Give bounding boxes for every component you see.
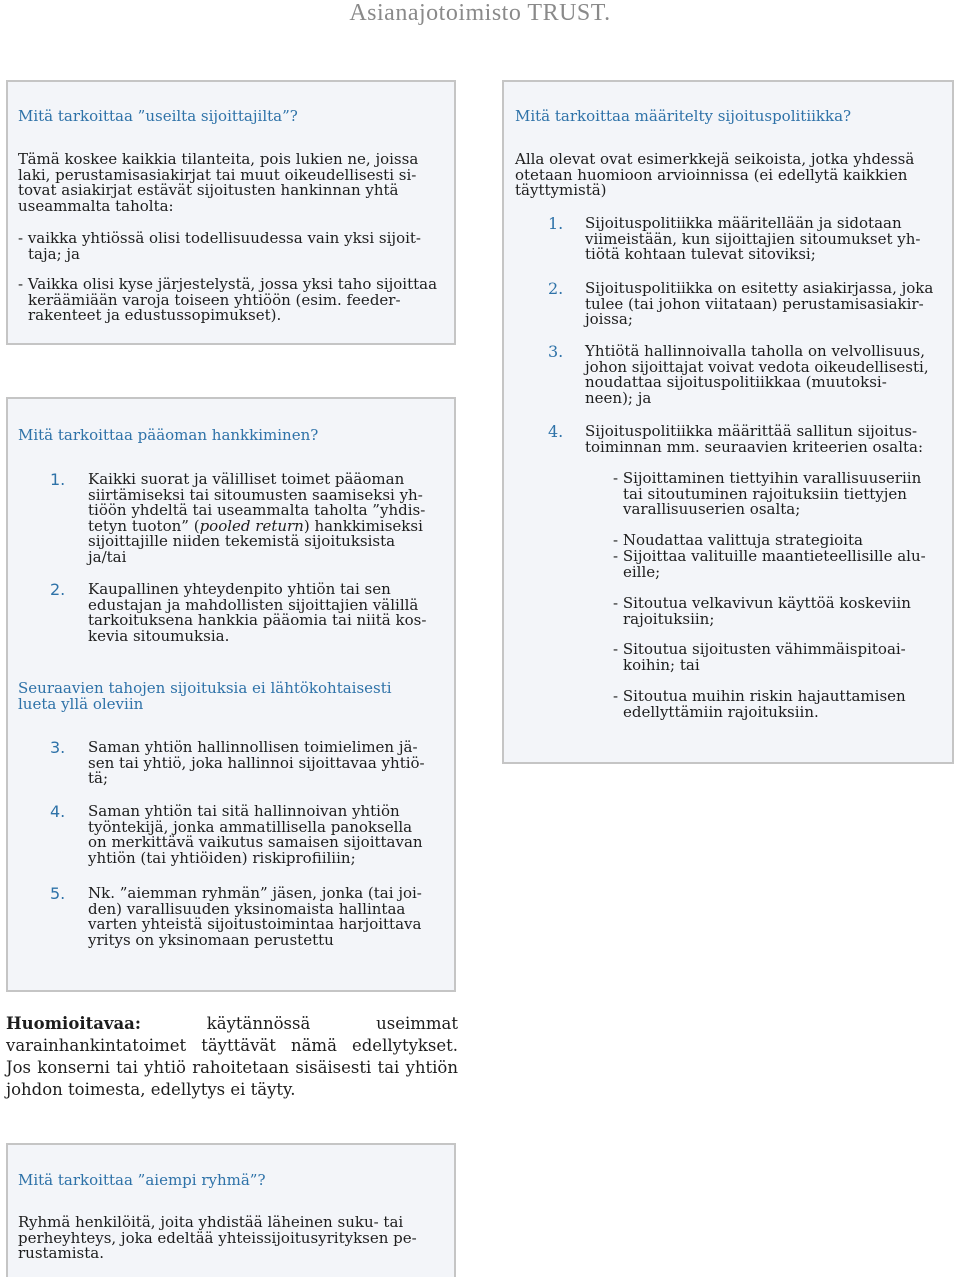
- box4-item-2: Sijoituspolitiikka on esitetty asiakirjassa, joka tulee (tai johon viitataan) perustamisasiakir- joissa;: [585, 279, 934, 328]
- box2-item-2: Kaupallinen yhteydenpito yhtiön tai sen edustajan ja mahdollisten sijoittajien välillä tarkoituksena hankkia pääomia tai niitä kos- kevia sitoumuksia.: [88, 580, 427, 645]
- box4-item-number: 2.: [548, 279, 564, 298]
- box4-item-3: Yhtiötä hallinnoivalla taholla on velvollisuus, johon sijoittajat voivat vedota oikeudellisesti, noudattaa sijoituspolitiikkaa (muutoksi- neen); ja: [585, 342, 929, 407]
- note-label: Huomioitavaa:: [6, 1014, 141, 1033]
- box1-heading: Mitä tarkoittaa ”useilta sijoittajilta”?: [18, 107, 298, 125]
- box2-item-5: Nk. ”aiemman ryhmän” jäsen, jonka (tai joi- den) varallisuuden yksinomaista hallintaa varten yhteistä sijoitustoimintaa harjoittava yritys on yksinomaan perustettu: [88, 884, 422, 949]
- box3-heading: Mitä tarkoittaa ”aiempi ryhmä”?: [18, 1171, 266, 1189]
- box2-subheading: Seuraavien tahojen sijoituksia ei lähtökohtaisesti lueta yllä oleviin: [18, 679, 392, 713]
- box2-item-number: 1.: [50, 470, 66, 489]
- box2-item-number: 4.: [50, 802, 66, 821]
- box1-paragraph: Tämä koskee kaikkia tilanteita, pois lukien ne, joissa laki, perustamisasiakirjat tai muut oikeudellisesti si- tovat asiakirjat estävät sijoitusten hankinnan yhtä useammalta taholta:: [18, 150, 419, 215]
- box2-item-number: 3.: [50, 738, 66, 757]
- box1-item-2: - Vaikka olisi kyse järjestelystä, jossa yksi taho sijoittaa keräämiään varoja toiseen yhtiöön (esim. feeder- rakenteet ja edustussopimukset).: [18, 275, 438, 324]
- box4-item-4: Sijoituspolitiikka määrittää sallitun sijoitus- toiminnan mm. seuraavien kriteerien osalta:: [585, 422, 924, 456]
- box4-heading: Mitä tarkoittaa määritelty sijoituspolitiikka?: [515, 107, 852, 125]
- criterion-3: - Sijoittaa valituille maantieteellisille alu- eille;: [613, 547, 926, 581]
- box4-intro: Alla olevat ovat esimerkkejä seikoista, jotka yhdessä otetaan huomioon arvioinnissa (ei edellytä kaikkien täyttymistä): [515, 150, 915, 199]
- box4-item-1: Sijoituspolitiikka määritellään ja sidotaan viimeistään, kun sijoittajien sitoumukset yh- tiötä kohtaan tulevat sitoviksi;: [585, 214, 921, 263]
- box2-item-4: Saman yhtiön tai sitä hallinnoivan yhtiön työntekijä, jonka ammatillisella panoksella on merkittävä vaikutus samaisen sijoittavan yhtiön (tai yhtiöiden) riskiprofiiliin;: [88, 802, 423, 867]
- box3-text: Ryhmä henkilöitä, joita yhdistää läheinen suku- tai perheyhteys, joka edeltää yhteissijoitusyrityksen pe- rustamista.: [18, 1213, 417, 1262]
- box4-item-number: 3.: [548, 342, 564, 361]
- box2-heading: Mitä tarkoittaa pääoman hankkiminen?: [18, 426, 319, 444]
- page-header: Asianajotoimisto TRUST.: [349, 0, 611, 26]
- box2-item-number: 5.: [50, 884, 66, 903]
- box2-item-3: Saman yhtiön hallinnollisen toimielimen jä- sen tai yhtiö, joka hallinnoi sijoittavaa yhtiö- tä;: [88, 738, 425, 787]
- box4-item-number: 4.: [548, 422, 564, 441]
- criterion-6: - Sitoutua muihin riskin hajauttamisen edellyttämiin rajoituksiin.: [613, 687, 906, 721]
- box4-item-number: 1.: [548, 214, 564, 233]
- huomioitavaa-note: [6, 1013, 458, 1101]
- note-text: käytännössä useimmat varainhankintatoimet täyttävät nämä edellytykset. Jos konserni tai yhtiö rahoitetaan sisäisesti tai yhtiön johdon toimesta, edellytys ei täyty.: [6, 1014, 458, 1099]
- criterion-2: - Noudattaa valittuja strategioita: [613, 531, 863, 549]
- box2-item-number: 2.: [50, 580, 66, 599]
- criterion-4: - Sitoutua velkavivun käyttöä koskeviin rajoituksiin;: [613, 594, 911, 628]
- box1-item-1: - vaikka yhtiössä olisi todellisuudessa vain yksi sijoit- taja; ja: [18, 229, 422, 263]
- criterion-1: - Sijoittaminen tiettyihin varallisuuseriin tai sitoutuminen rajoituksiin tiettyjen varallisuuserien osalta;: [613, 469, 922, 518]
- criterion-5: - Sitoutua sijoitusten vähimmäispitoai- koihin; tai: [613, 640, 906, 674]
- box2-item-1: Kaikki suorat ja välilliset toimet pääoman siirtämiseksi tai sitoumusten saamiseksi yh- tiöön yhdeltä tai useammalta taholta ”yhdis- tetyn tuoton” (pooled return) hankkimiseksi sijoittajille niiden tekemistä sijoituksista ja/tai: [88, 470, 426, 566]
